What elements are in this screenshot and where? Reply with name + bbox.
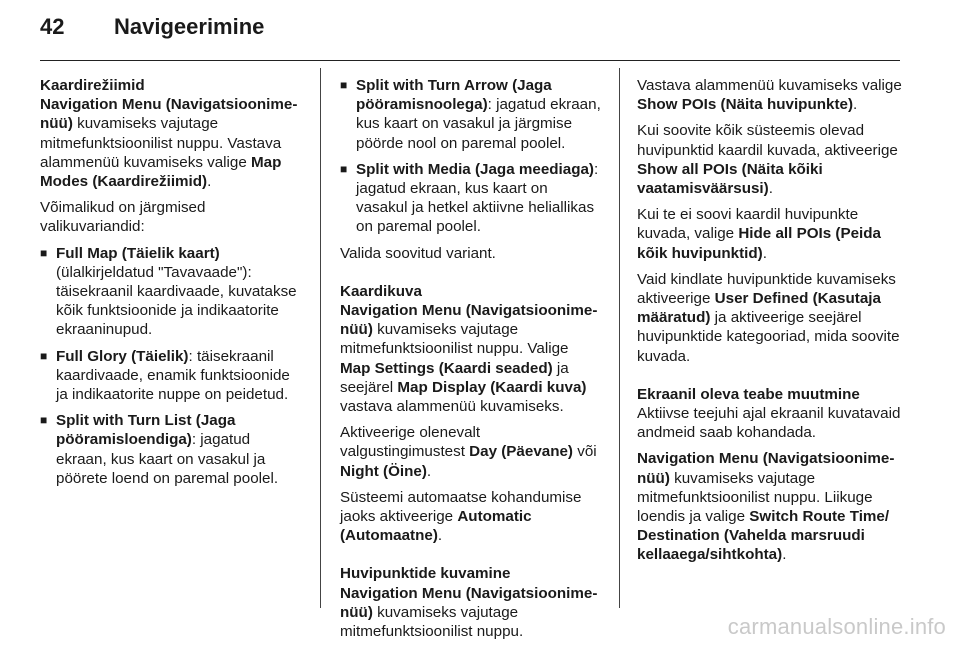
column-3 bbox=[637, 76, 903, 572]
text: . bbox=[437, 527, 443, 545]
text: kuvamiseks vajutage mitmefunktsioonilist nuppu. Valige bbox=[340, 321, 569, 358]
column-divider-1 bbox=[320, 68, 321, 608]
paragraph bbox=[637, 121, 903, 198]
text: vastava alammenüü kuvamiseks. bbox=[340, 398, 564, 416]
section-title-map-display: Kaardikuva bbox=[340, 282, 422, 300]
text: : jagatud ekraan, kus kaart on vasakul ja pöörete loend on paremal poolel. bbox=[56, 431, 279, 487]
text: kuvamiseks vajutage mitmefunktsioonilist nuppu. bbox=[340, 603, 524, 641]
text: : jagatud ekraan, kus kaart on vasakul ja järgmise pöörde nool on paremal poolel. bbox=[356, 96, 601, 152]
menu-reference: Navigation Menu (Navigatsioonimenüü) bbox=[340, 302, 598, 339]
text: : jagatud ekraan, kus kaart on vasakul ja hetkel aktiivne heliallikas on paremal poolel. bbox=[356, 160, 599, 236]
option-name: Split with Turn Arrow (Jaga pööramisnoolega) bbox=[356, 77, 552, 114]
text: või bbox=[573, 443, 597, 461]
list-item bbox=[40, 347, 302, 405]
option-name: Split with Turn List (Jaga pööramisloendiga) bbox=[56, 412, 236, 449]
menu-reference: Navigation Menu (Navigatsioonimenüü) bbox=[637, 450, 895, 487]
menu-reference: Show all POIs (Näita kõiki vaatamisväärsusi) bbox=[637, 160, 823, 198]
menu-reference: Navigation Menu (Navigatsioonimenüü) bbox=[340, 584, 598, 621]
column-divider-2 bbox=[619, 68, 620, 608]
paragraph bbox=[637, 205, 903, 263]
option-name: Split with Media (Jaga meediaga) bbox=[356, 160, 594, 178]
text: ja aktiveerige seejärel huvipunktide kategooriad, mida soovite kuvada. bbox=[637, 309, 900, 365]
section-title-screen-info: Ekraanil oleva teabe muutmine bbox=[637, 385, 860, 403]
paragraph bbox=[340, 488, 602, 546]
paragraph bbox=[340, 301, 602, 416]
menu-reference: Show POIs (Näita huvipunkte) bbox=[637, 96, 854, 114]
paragraph: Aktiivse teejuhi ajal ekraanil kuvatavaid andmeid saab kohandada. bbox=[637, 405, 901, 442]
menu-reference: Day (Päevane) bbox=[469, 443, 573, 461]
text: Süsteemi automaatse kohandumise jaoks aktiveerige bbox=[340, 488, 582, 526]
section-title-poi-display: Huvipunktide kuvamine bbox=[340, 565, 511, 583]
options-list bbox=[340, 76, 602, 237]
text: Aktiveerige olenevalt valgustingimustest bbox=[340, 424, 481, 461]
text: . bbox=[782, 546, 787, 564]
menu-reference: User Defined (Kasutaja määratud) bbox=[637, 290, 881, 327]
menu-reference: Map Modes (Kaardirežiimid) bbox=[40, 153, 282, 191]
menu-reference: Map Display (Kaardi kuva) bbox=[397, 378, 587, 396]
menu-reference: Map Settings (Kaardi seaded) bbox=[340, 359, 553, 377]
paragraph bbox=[40, 95, 302, 191]
list-item bbox=[40, 411, 302, 488]
page-number: 42 bbox=[40, 14, 65, 39]
paragraph bbox=[340, 584, 602, 642]
text: Kui te ei soovi kaardil huvipunkte kuvada, valige bbox=[637, 206, 859, 243]
text: ja seejärel bbox=[340, 359, 569, 396]
text: kuvamiseks vajutage mitmefunktsioonilist nuppu. Liikuge loendis ja valige bbox=[637, 469, 873, 526]
text: . bbox=[426, 462, 432, 480]
chapter-title: Navigeerimine bbox=[114, 14, 265, 39]
menu-reference: Night (Öine) bbox=[340, 462, 427, 480]
text: . bbox=[768, 180, 773, 198]
paragraph bbox=[637, 449, 903, 564]
menu-reference: Automatic (Automaatne) bbox=[340, 508, 532, 545]
options-list bbox=[40, 244, 302, 488]
text: (ülalkirjeldatud "Tavavaade"): täisekraanil kaardivaade, kuvatakse kõik funktsioonide ja indikaatorite ekraaninupud. bbox=[56, 263, 297, 339]
watermark: carmanualsonline.info bbox=[727, 614, 946, 639]
option-name: Full Glory (Täielik) bbox=[56, 347, 189, 365]
list-item bbox=[40, 244, 302, 340]
text: kuvamiseks vajutage mitmefunktsioonilist nuppu. Vastava alammenüü kuvamiseks valige bbox=[40, 115, 282, 171]
menu-reference: Hide all POIs (Peida kõik huvipunktid) bbox=[637, 225, 881, 262]
paragraph bbox=[637, 76, 903, 114]
column-2 bbox=[340, 76, 602, 648]
text: . bbox=[853, 96, 858, 114]
section-title-map-modes: Kaardirežiimid bbox=[40, 77, 145, 94]
menu-reference: Switch Route Time/ Destination (Vahelda marsruudi kellaaega/sihtkohta) bbox=[637, 508, 890, 564]
list-item bbox=[340, 76, 602, 153]
option-name: Full Map (Täielik kaart) bbox=[56, 244, 220, 262]
list-item bbox=[340, 160, 602, 237]
column-1 bbox=[40, 76, 302, 495]
paragraph: Võimalikud on järgmised valikuvariandid: bbox=[40, 199, 206, 236]
paragraph bbox=[637, 270, 903, 366]
header-rule bbox=[40, 60, 900, 61]
text: : täisekraanil kaardivaade, enamik funktsioonide ja indikaatorite nuppe on peidetud. bbox=[56, 347, 290, 404]
text: . bbox=[207, 173, 212, 191]
text: Vastava alammenüü kuvamiseks valige bbox=[637, 77, 902, 94]
page-header bbox=[40, 14, 264, 54]
paragraph bbox=[340, 423, 602, 481]
text: Vaid kindlate huvipunktide kuvamiseks aktiveerige bbox=[637, 270, 896, 308]
text: Kui soovite kõik süsteemis olevad huvipunktid kaardil kuvada, aktiveerige bbox=[637, 122, 898, 159]
menu-reference: Navigation Menu (Navigatsioonimenüü) bbox=[40, 96, 298, 133]
paragraph: Valida soovitud variant. bbox=[340, 244, 496, 262]
text: . bbox=[762, 244, 767, 262]
